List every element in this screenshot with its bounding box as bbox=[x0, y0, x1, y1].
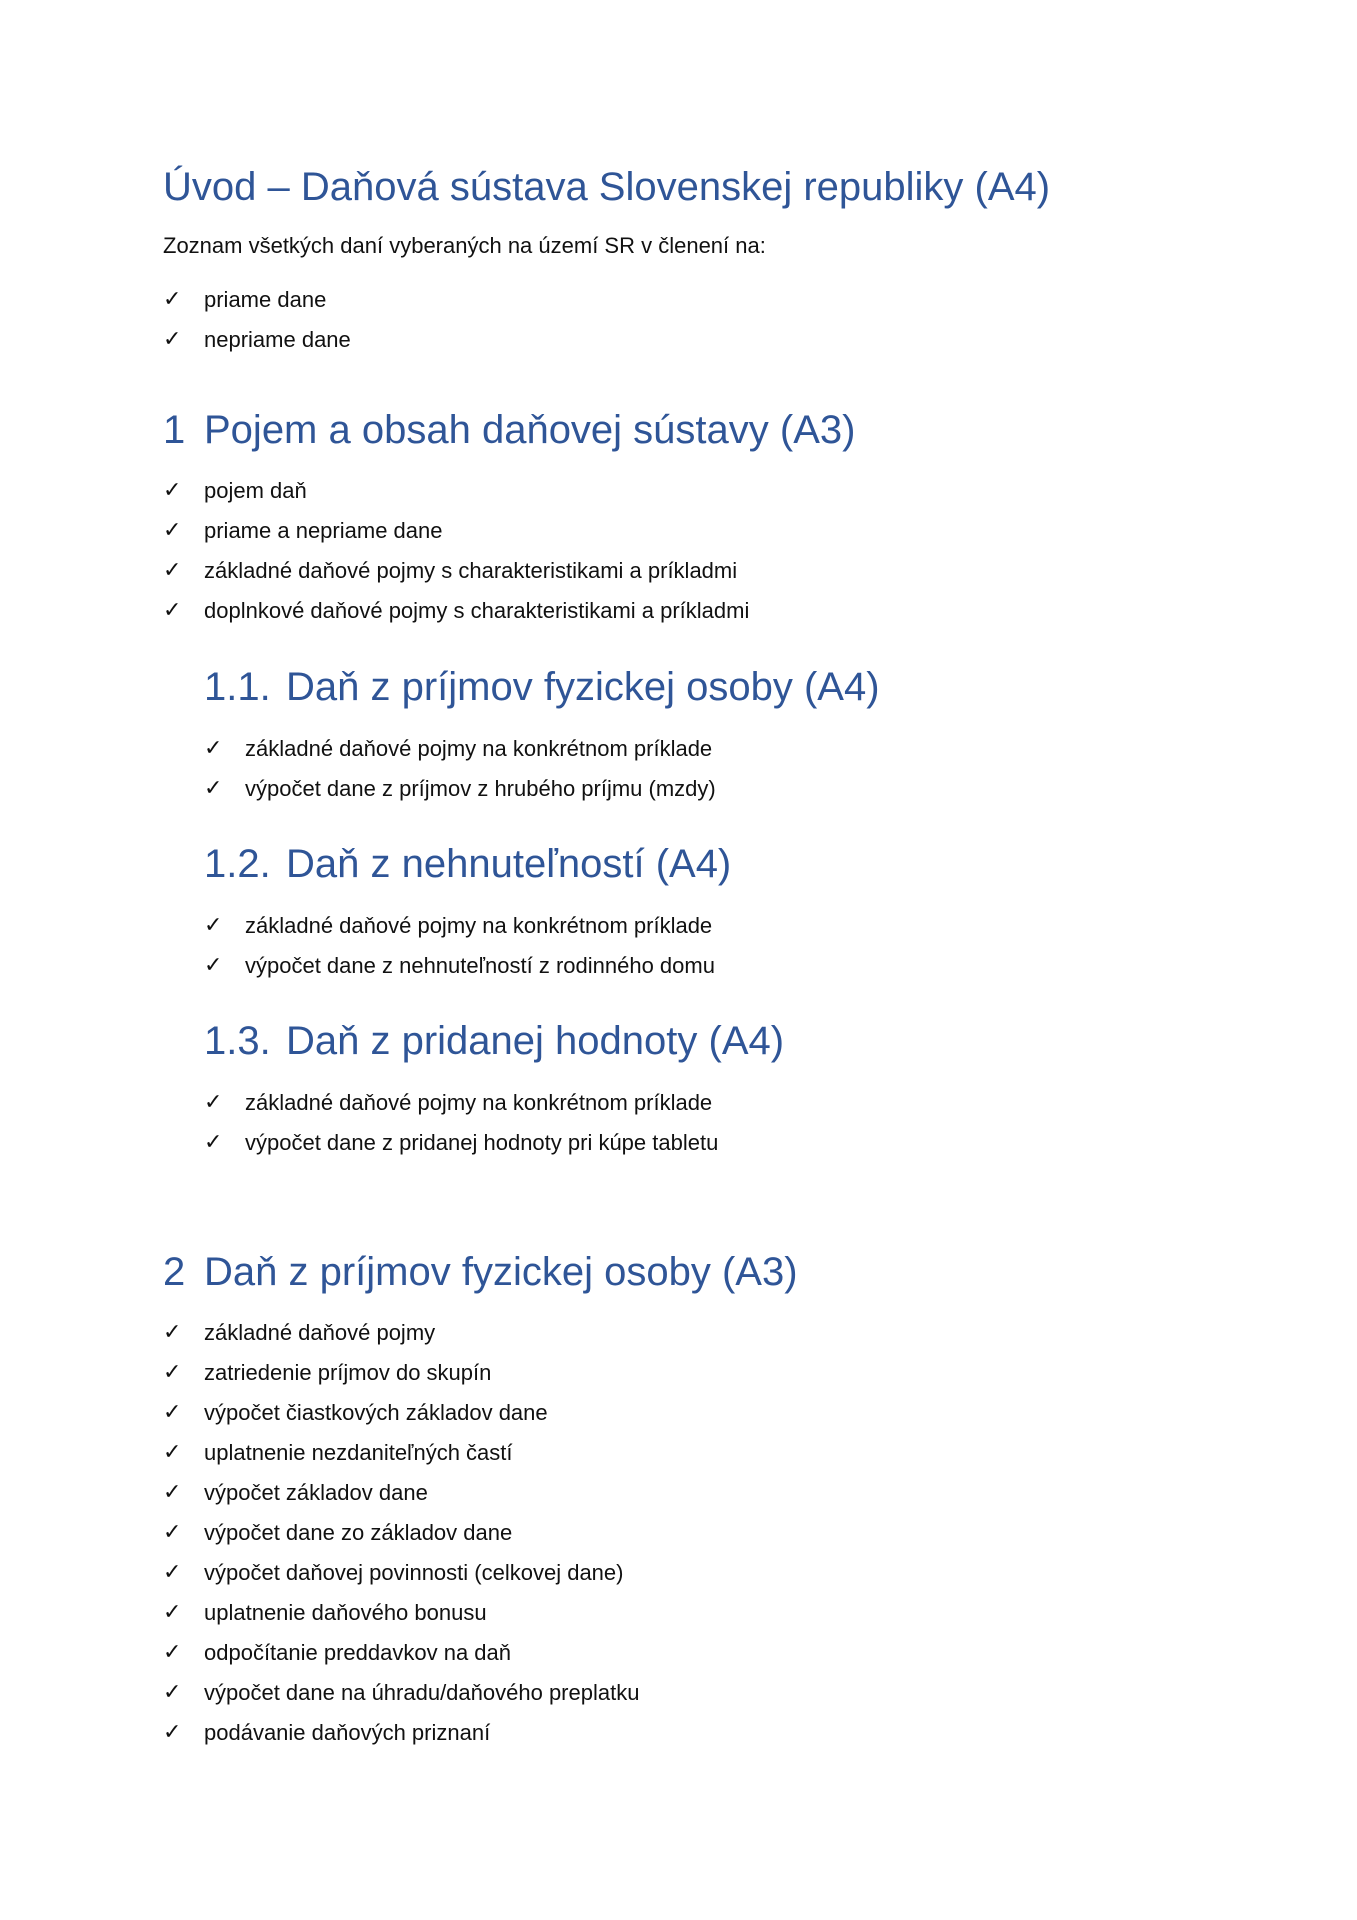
checkmark-icon: ✓ bbox=[163, 1600, 182, 1625]
intro-text: Zoznam všetkých daní vyberaných na území SR v členení na: bbox=[163, 233, 766, 258]
section-title: Daň z príjmov fyzickej osoby (A3) bbox=[204, 1250, 798, 1294]
checkmark-icon: ✓ bbox=[163, 1400, 182, 1425]
checkmark-icon: ✓ bbox=[163, 478, 182, 503]
section-number: 2 bbox=[163, 1250, 186, 1294]
subsection-1-2-heading bbox=[204, 842, 731, 887]
checkmark-icon: ✓ bbox=[163, 1560, 182, 1585]
checkmark-icon: ✓ bbox=[204, 1130, 223, 1155]
checkmark-icon: ✓ bbox=[163, 518, 182, 543]
section-title: Daň z nehnuteľností (A4) bbox=[286, 842, 732, 886]
subsection-1-3-heading bbox=[204, 1019, 784, 1064]
checkmark-icon: ✓ bbox=[163, 327, 182, 352]
checkmark-icon: ✓ bbox=[163, 1640, 182, 1665]
checkmark-icon: ✓ bbox=[163, 1320, 182, 1345]
checkmark-icon: ✓ bbox=[163, 1480, 182, 1505]
checkmark-icon: ✓ bbox=[163, 1520, 182, 1545]
section-number: 1.3. bbox=[204, 1019, 271, 1063]
checkmark-icon: ✓ bbox=[163, 1720, 182, 1745]
checkmark-icon: ✓ bbox=[163, 598, 182, 623]
checkmark-icon: ✓ bbox=[204, 953, 223, 978]
section-number: 1.1. bbox=[204, 665, 271, 709]
checkmark-icon: ✓ bbox=[163, 1360, 182, 1385]
checkmark-icon: ✓ bbox=[163, 558, 182, 583]
subsection-1-1-heading bbox=[204, 665, 880, 710]
checkmark-icon: ✓ bbox=[163, 1680, 182, 1705]
checkmark-icon: ✓ bbox=[163, 1440, 182, 1465]
section-title: Daň z pridanej hodnoty (A4) bbox=[286, 1019, 785, 1063]
section-1-heading bbox=[163, 408, 855, 453]
checkmark-icon: ✓ bbox=[163, 287, 182, 312]
document-page: Úvod – Daňová sústava Slovenskej republiky (A4) Zoznam všetkých daní vyberaných na území SR v členení na: ✓ priame dane ✓ nepriame dane 1 Pojem a obsah daňovej sústavy (A3) ✓ pojem daň ✓ priame a nepriame dane ✓ základné daňové pojmy s charakteristikami a príkladmi ✓ doplnkové daňové pojmy s charakteristikami a príkladmi 1.1. Daň z príjmov fyzickej osoby (A4) ✓ základné daňové pojmy na konkrétnom príklade ✓ výpočet dane z príjmov z hrubého príjmu (mzdy) 1.2. Daň z nehnuteľností (A4) ✓ základné daňové pojmy na konkrétnom príklade ✓ výpočet dane z nehnuteľností z rodinného domu 1.3. Daň z pridanej hodnoty (A4) ✓ základné daňové pojmy na konkrétnom príklade ✓ výpočet dane z pridanej hodnoty pri kúpe tabletu 2 Daň z príjmov fyzickej osoby (A3) ✓ základné daňové pojmy ✓ zatriedenie príjmov do skupín ✓ výpočet čiastkových základov dane ✓ uplatnenie nezdaniteľných častí ✓ výpočet základov dane ✓ výpočet dane zo základov dane ✓ výpočet daňovej povinnosti (celkovej dane) ✓ uplatnenie daňového bonusu ✓ odpočítanie preddavkov na daň ✓ výpočet dane na úhradu/daňového preplatku ✓ podávanie daňových priznaní bbox=[0, 0, 1357, 1920]
intro-heading: Úvod – Daňová sústava Slovenskej republiky (A4) bbox=[163, 165, 1051, 209]
section-2-heading bbox=[163, 1250, 798, 1295]
checkmark-icon: ✓ bbox=[204, 736, 223, 761]
checkmark-icon: ✓ bbox=[204, 1090, 223, 1115]
section-title: Daň z príjmov fyzickej osoby (A4) bbox=[286, 665, 880, 709]
section-title: Pojem a obsah daňovej sústavy (A3) bbox=[204, 408, 856, 452]
section-number: 1 bbox=[163, 408, 186, 452]
checkmark-icon: ✓ bbox=[204, 776, 223, 801]
checkmark-icon: ✓ bbox=[204, 913, 223, 938]
section-number: 1.2. bbox=[204, 842, 271, 886]
